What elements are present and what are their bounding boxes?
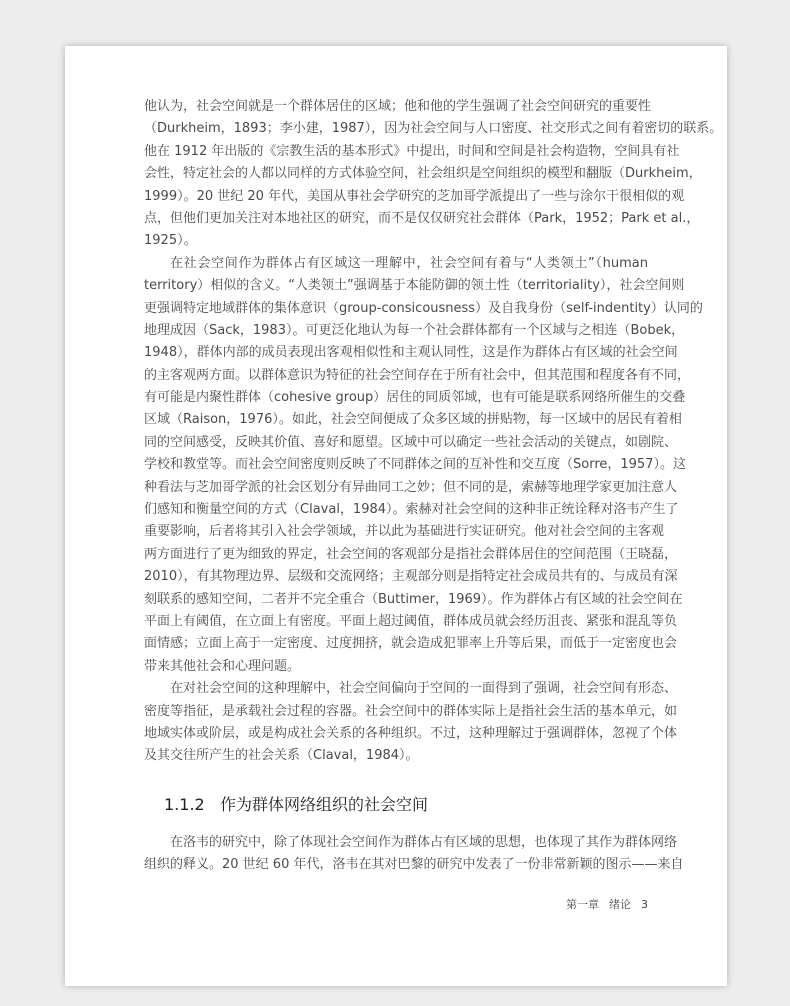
text-line: 2010），有其物理边界、层级和交流网络；主观部分则是指特定社会成员共有的、与成员有深 — [144, 569, 678, 585]
text-line: 重要影响，后者将其引入社会学领域，并以此为基础进行实证研究。他对社会空间的主客观 — [144, 524, 665, 540]
paragraph — [144, 832, 684, 877]
text-line: 区域（Raison，1976）。如此，社会空间便成了众多区域的拼贴物，每一区域中的居民有着相 — [144, 412, 682, 428]
text-line: territory）相似的含义。“人类领土”强调基于本能防御的领土性（territoriality），社会空间则 — [144, 278, 685, 294]
text-line: 刻联系的感知空间，二者并不完全重合（Buttimer，1969）。作为群体占有区域的社会空间在 — [144, 591, 683, 607]
text-line: 的主客观两方面。以群体意识为特征的社会空间存在于所有社会中，但其范围和程度各有不同， — [144, 367, 691, 383]
text-line: 在对社会空间的这种理解中，社会空间偏向于空间的一面得到了强调，社会空间有形态、 — [170, 681, 678, 697]
text-line: 更强调特定地域群体的集体意识（group-consicousness）及自我身份（self-indentity）认同的 — [144, 300, 703, 316]
text-line: 学校和教堂等。而社会空间密度则反映了不同群体之间的互补性和交互度（Sorre，1957）。这 — [144, 457, 686, 473]
document-page — [65, 46, 727, 986]
text-line: 同的空间感受，反映其价值、喜好和愿望。区域中可以确定一些社会活动的关键点，如剧院、 — [144, 434, 678, 450]
text-line: 两方面进行了更为细致的界定，社会空间的客观部分是指社会群体居住的空间范围（王晓磊， — [144, 546, 678, 562]
section-heading — [164, 792, 428, 815]
text-line: 种看法与芝加哥学派的社会区划分有异曲同工之妙；但不同的是，索赫等地理学家更加注意人 — [144, 479, 678, 495]
text-line: 在洛韦的研究中，除了体现社会空间作为群体占有区域的思想，也体现了其作为群体网络 — [170, 835, 678, 850]
text-line: 组织的释义。20 世纪 60 年代，洛韦在其对巴黎的研究中发表了一份非常新颖的图示——来自 — [144, 857, 684, 873]
paragraph — [144, 253, 703, 678]
paragraph — [144, 678, 678, 768]
text-line: 他在 1912 年出版的《宗教生活的基本形式》中提出，时间和空间是社会构造物，空间具有社 — [144, 143, 680, 159]
section-number: 1.1.2 — [164, 795, 205, 814]
page-footer — [556, 896, 648, 912]
text-line: 他认为，社会空间就是一个群体居住的区域；他和他的学生强调了社会空间研究的重要性 — [144, 99, 652, 114]
text-line: 1999）。20 世纪 20 年代，美国从事社会学研究的芝加哥学派提出了一些与涂尔干很相似的观 — [144, 188, 685, 204]
body-text — [144, 96, 723, 768]
page-number: 3 — [641, 898, 648, 911]
section-title: 作为群体网络组织的社会空间 — [220, 795, 429, 814]
text-line: 平面上有阈值，在立面上有密度。平面上超过阈值，群体成员就会经历沮丧、紧张和混乱等负 — [144, 613, 678, 629]
text-line: 地域实体或阶层，或是构成社会关系的各种组织。不过，这种理解过于强调群体，忽视了个体 — [144, 725, 678, 741]
text-line: 们感知和衡量空间的方式（Claval，1984）。索赫对社会空间的这种非正统诠释对洛韦产生了 — [144, 502, 679, 518]
body-text-continued — [144, 832, 684, 877]
footer-chapter: 第一章 — [566, 898, 599, 911]
text-line: 密度等指征，是承载社会过程的容器。社会空间中的群体实际上是指社会生活的基本单元，如 — [144, 703, 678, 719]
footer-chapter-title: 绪论 — [609, 898, 631, 911]
text-line: 会性，特定社会的人都以同样的方式体验空间，社会组织是空间组织的模型和翻版（Durkheim， — [144, 166, 702, 182]
text-line: 有可能是内聚性群体（cohesive group）居住的同质邻域，也有可能是联系网络所催生的交叠 — [144, 390, 686, 406]
text-line: 在社会空间作为群体占有区域这一理解中，社会空间有着与“人类领土”（human — [170, 255, 648, 271]
text-line: 带来其他社会和心理问题。 — [144, 658, 301, 674]
text-line: 1948），群体内部的成员表现出客观相似性和主观认同性，这是作为群体占有区域的社会空间 — [144, 345, 678, 361]
text-line: 及其交往所产生的社会关系（Claval，1984）。 — [144, 748, 419, 764]
paragraph — [144, 96, 723, 253]
text-line: 面情感；立面上高于一定密度、过度拥挤，就会造成犯罪率上升等后果，而低于一定密度也会 — [144, 636, 678, 652]
text-line: 点，但他们更加关注对本地社区的研究，而不是仅仅研究社会群体（Park，1952；Park et al.， — [144, 210, 700, 226]
text-line: （Durkheim，1893；李小建，1987），因为社会空间与人口密度、社交形式之间有着密切的联系。 — [144, 121, 723, 137]
text-line: 1925）。 — [144, 233, 197, 249]
text-line: 地理成因（Sack，1983）。可更泛化地认为每一个社会群体都有一个区域与之相连（Bobek， — [144, 322, 685, 338]
